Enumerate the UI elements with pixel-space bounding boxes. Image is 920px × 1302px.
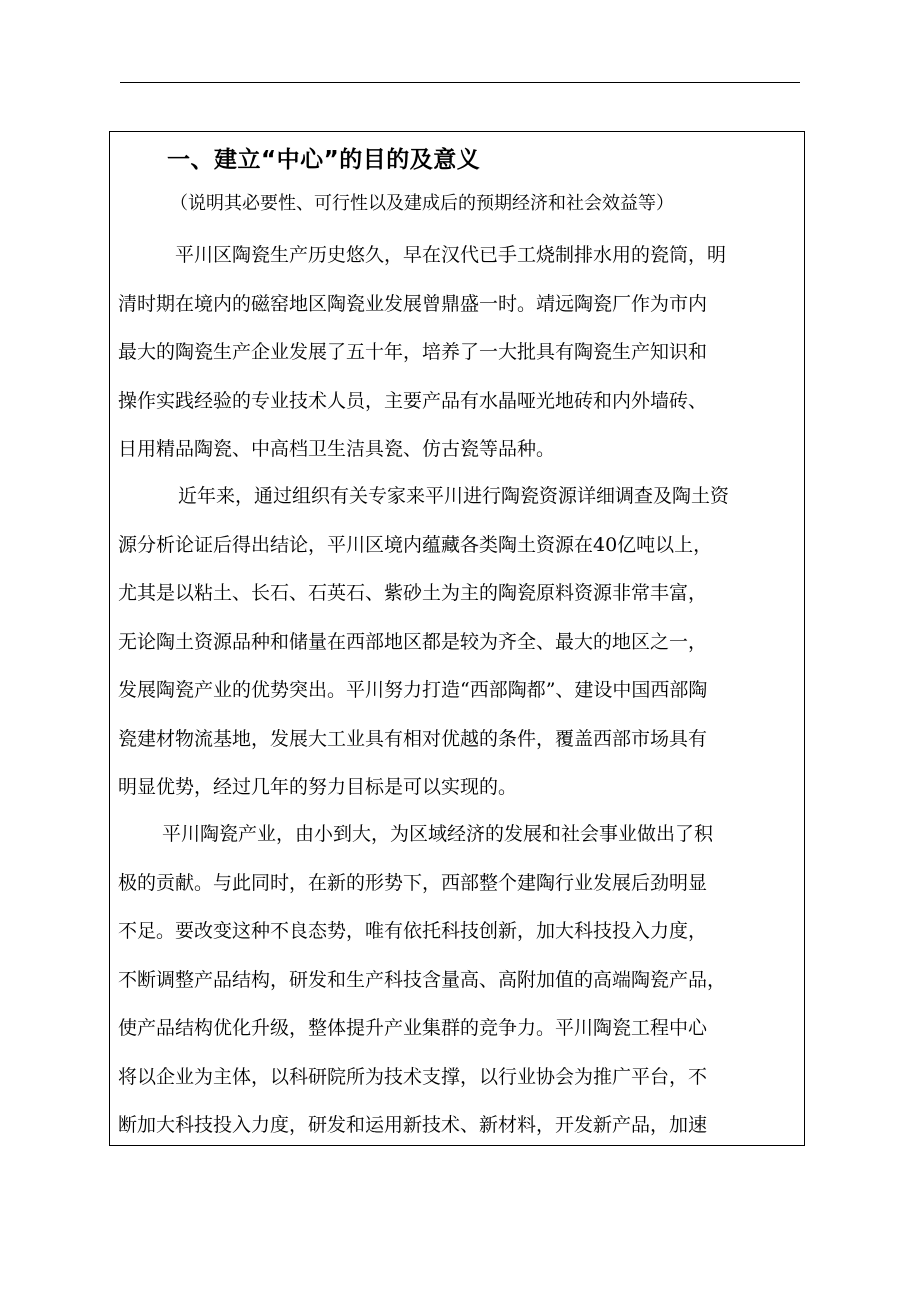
header-rule bbox=[120, 82, 800, 83]
paragraph-line: 操作实践经验的专业技术人员，主要产品有水晶哑光地砖和内外墙砖、 bbox=[118, 389, 708, 412]
paragraph-line: 日用精品陶瓷、中高档卫生洁具瓷、仿古瓷等品种。 bbox=[118, 438, 556, 460]
content-box bbox=[109, 131, 805, 1146]
paragraph-line: 断加大科技投入力度，研发和运用新技术、新材料，开发新产品，加速 bbox=[118, 1114, 708, 1136]
paragraph-resources bbox=[118, 472, 798, 812]
paragraph-line: 瓷建材物流基地，发展大工业具有相对优越的条件，覆盖西部市场具有 bbox=[118, 727, 708, 750]
section-title: 一、建立“中心”的目的及意义 bbox=[167, 147, 481, 173]
paragraph-line: 使产品结构优化升级，整体提升产业集群的竞争力。平川陶瓷工程中心 bbox=[118, 1017, 708, 1039]
paragraph-industry bbox=[118, 810, 798, 1146]
paragraph-line: 极的贡献。与此同时，在新的形势下，西部整个建陶行业发展后劲明显 bbox=[118, 871, 708, 894]
paragraph-line: 近年来，通过组织有关专家来平川进行陶瓷资源详细调查及陶土资 bbox=[178, 485, 730, 507]
paragraph-line: 发展陶瓷产业的优势突出。平川努力打造“西部陶都”、建设中国西部陶 bbox=[118, 679, 708, 701]
paragraph-line: 源分析论证后得出结论，平川区境内蕴藏各类陶土资源在40亿吨以上， bbox=[118, 533, 713, 556]
section-subtitle: （说明其必要性、可行性以及建成后的预期经济和社会效益等） bbox=[170, 193, 674, 214]
paragraph-line: 最大的陶瓷生产企业发展了五十年，培养了一大批具有陶瓷生产知识和 bbox=[118, 341, 708, 363]
paragraph-line: 明显优势，经过几年的努力目标是可以实现的。 bbox=[118, 776, 518, 798]
paragraph-line: 尤其是以粘土、长石、石英石、紫砂土为主的陶瓷原料资源非常丰富， bbox=[118, 582, 708, 604]
paragraph-line: 清时期在境内的磁窑地区陶瓷业发展曾鼎盛一时。靖远陶瓷厂作为市内 bbox=[118, 292, 708, 315]
paragraph-line: 平川陶瓷产业，由小到大，为区域经济的发展和社会事业做出了积 bbox=[162, 823, 714, 845]
paragraph-line: 不断调整产品结构，研发和生产科技含量高、高附加值的高端陶瓷产品， bbox=[118, 968, 727, 991]
paragraph-history bbox=[118, 231, 798, 474]
paragraph-line: 平川区陶瓷生产历史悠久，早在汉代已手工烧制排水用的瓷筒，明 bbox=[175, 244, 727, 266]
paragraph-line: 不足。要改变这种不良态势，唯有依托科技创新，加大科技投入力度， bbox=[118, 920, 708, 942]
paragraph-line: 将以企业为主体，以科研院所为技术支撑，以行业协会为推广平台，不 bbox=[118, 1065, 708, 1088]
paragraph-line: 无论陶土资源品种和储量在西部地区都是较为齐全、最大的地区之一， bbox=[118, 630, 708, 653]
